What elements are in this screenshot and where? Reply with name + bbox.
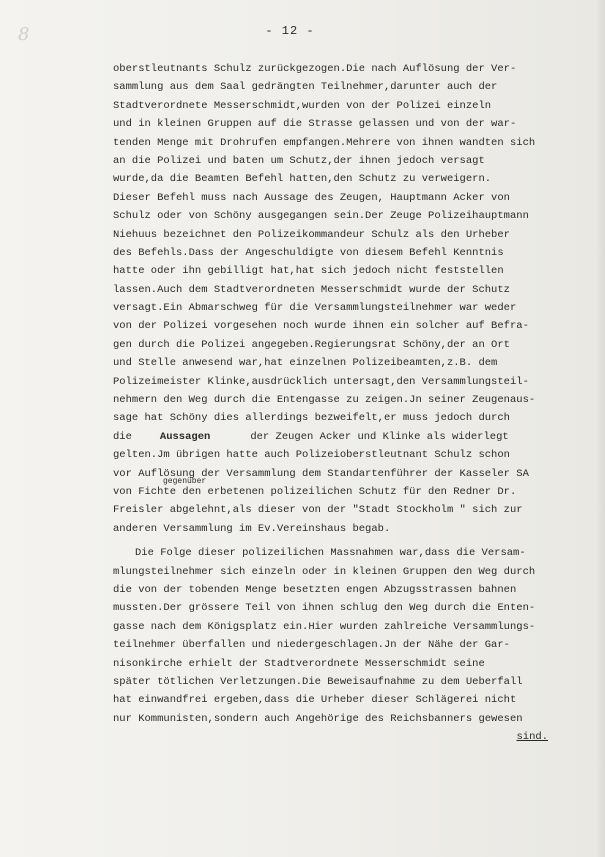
text-line: Niehuus bezeichnet den Polizeikommandeur Schulz als den Urheber	[113, 228, 510, 241]
text-line: tenden Menge mit Drohrufen empfangen.Mehrere von ihnen wandten sich	[113, 136, 536, 149]
text-line-with-insertion	[113, 476, 573, 501]
text-line: und Stelle anwesend war,hat einzelnen Polizeibeamten,z.B. dem	[113, 357, 498, 370]
text-line: teilnehmer überfallen und niedergeschlagen.Jn der Nähe der Gar-	[113, 639, 510, 652]
text-line: Stadtverordnete Messerschmidt,wurden von der Polizei einzeln	[113, 99, 492, 112]
text-line: gasse nach dem Königsplatz ein.Hier wurden zahlreiche Versammlungs-	[113, 620, 536, 633]
text-line: sage hat Schöny dies allerdings bezweifelt,er muss jedoch durch	[113, 412, 510, 425]
text-line: nur Kommunisten,sondern auch Angehörige des Reichsbanners gewesen	[113, 712, 523, 725]
inserted-word-aussagen: Aussagen	[159, 430, 211, 443]
text-line: später tötlichen Verletzungen.Die Beweisaufnahme zu dem Ueberfall	[113, 675, 523, 688]
text-line: gelten.Jm übrigen hatte auch Polizeioberstleutnant Schulz schon	[113, 449, 510, 462]
text-line: und in kleinen Gruppen auf die Strasse gelassen und von der war-	[113, 118, 517, 131]
page-edge-shadow	[595, 0, 605, 857]
text-line: hat einwandfrei ergeben,dass die Urheber dieser Schlägerei nicht	[113, 694, 517, 707]
text-line: Dieser Befehl muss nach Aussage des Zeugen, Hauptmann Acker von	[113, 191, 510, 204]
body-text	[113, 60, 573, 746]
text-line: des Befehls.Dass der Angeschuldigte von diesem Befehl Kenntnis	[113, 246, 504, 259]
text-line: sammlung aus dem Saal gedrängten Teilnehmer,darunter auch der	[113, 81, 498, 94]
text-line: von der Polizei vorgesehen noch wurde ihnen ein solcher auf Befra-	[113, 320, 529, 333]
text-line: Freisler abgelehnt,als dieser von der "Stadt Stockholm " sich zur	[113, 504, 523, 517]
text-line: Polizeimeister Klinke,ausdrücklich untersagt,den Versammlungsteil-	[113, 375, 529, 388]
margin-pencil-mark: 8	[18, 24, 30, 45]
line-start: die	[113, 430, 132, 443]
text-line: anderen Versammlung im Ev.Vereinshaus begab.	[113, 522, 391, 535]
page-number: - 12 -	[265, 24, 315, 38]
text-line: lassen.Auch dem Stadtverordneten Messerschmidt wurde der Schutz	[113, 283, 510, 296]
text-line: Schulz oder von Schöny ausgegangen sein.Der Zeuge Polizeihauptmann	[113, 210, 529, 223]
handwritten-insertion: gegenüber	[163, 476, 207, 486]
text-line-gapped	[113, 428, 573, 446]
text-line: die von der tobenden Menge besetzten engen Abzugsstrassen bahnen	[113, 583, 517, 596]
text-line: hatte oder ihn gebilligt hat,hat sich jedoch nicht feststellen	[113, 265, 504, 278]
text-line: an die Polizei und baten um Schutz,der ihnen jedoch versagt	[113, 154, 485, 167]
paragraph-start-line: Die Folge dieser polizeilichen Massnahmen war,dass die Versam-	[135, 547, 526, 560]
continuation-word: sind.	[516, 731, 548, 744]
text-line: mussten.Der grössere Teil von ihnen schlug den Weg durch die Enten-	[113, 602, 536, 615]
text-line: versagt.Ein Abmarschweg für die Versammlungsteilnehmer war weder	[113, 302, 517, 315]
text-line: nisonkirche erhielt der Stadtverordnete Messerschmidt seine	[113, 657, 485, 670]
text-line: nehmern den Weg durch die Entengasse zu zeigen.Jn seiner Zeugenaus-	[113, 394, 536, 407]
line-text: von Fichte den erbetenen polizeilichen Schutz für den Redner Dr.	[113, 485, 517, 498]
text-line: mlungsteilnehmer sich einzeln oder in kleinen Gruppen den Weg durch	[113, 565, 536, 578]
text-line: gen durch die Polizei angegeben.Regierungsrat Schöny,der an Ort	[113, 338, 510, 351]
text-line: oberstleutnants Schulz zurückgezogen.Die nach Auflösung der Ver-	[113, 63, 517, 75]
text-line: vor Auflösung der Versammlung dem Standartenführer der Kasseler SA	[113, 467, 529, 480]
text-line: wurde,da die Beamten Befehl hatten,den Schutz zu verweigern.	[113, 173, 492, 186]
line-end: der Zeugen Acker und Klinke als widerlegt	[250, 430, 509, 443]
